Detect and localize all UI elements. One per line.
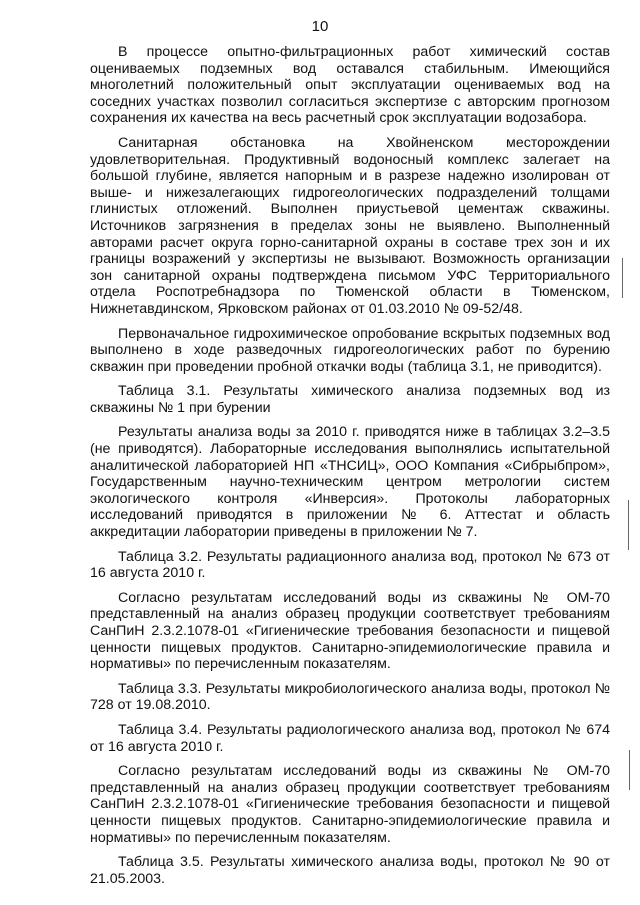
table-caption-3-5: Таблица 3.5. Результаты химического анализа воды, протокол № 90 от 21.05.2003. [90,854,610,887]
document-body [90,44,610,895]
paragraph-analysis-results: Результаты анализа воды за 2010 г. приводятся ниже в таблицах 3.2–3.5 (не приводятся). Лабораторные исследования выполнялись испытательной аналитической лабораторией НП «ТНСИЦ», ООО Компания «Сибрыбпром», Государственным научно-техническим центром метрологии систем экологического контроля «Инверсия». Протоколы лабораторных исследований приводятся в приложении № 6. Аттестат и область аккредитации лаборатории приведены в приложении № 7. [90,424,610,541]
paragraph-conformity-1: Согласно результатам исследований воды из скважины № ОМ-70 представленный на анализ образец продукции соответствует требованиям СанПиН 2.3.2.1078-01 «Гигиенические требования безопасности и пищевой ценности пищевых продуктов. Санитарно-эпидемиологические правила и нормативы» по перечисленным показателям. [90,589,610,673]
page-number: 10 [311,18,329,35]
margin-mark [628,500,629,550]
paragraph-initial-sampling: Первоначальное гидрохимическое опробование вскрытых подземных вод выполнено в ходе разведочных гидрогеологических работ по бурению скважин при проведении пробной откачки воды (таблица 3.1, не приводится). [90,325,610,375]
margin-mark [629,750,630,790]
paragraph-conformity-2: Согласно результатам исследований воды из скважины № ОМ-70 представленный на анализ образец продукции соответствует требованиям СанПиН 2.3.2.1078-01 «Гигиенические требования безопасности и пищевой ценности пищевых продуктов. Санитарно-эпидемиологические правила и нормативы» по перечисленным показателям. [90,763,610,846]
table-caption-3-2: Таблица 3.2. Результаты радиационного анализа вод, протокол № 673 от 16 августа 2010 г. [90,548,610,582]
paragraph-sanitary-situation: Санитарная обстановка на Хвойненском месторождении удовлетворительная. Продуктивный водоносный комплекс залегает на большой глубине, является напорным и в разрезе надежно изолирован от выше- и нижезалегающих гидрогеологических подразделений толщами глинистых отложений. Выполнен приустьевой цементаж скважины. Источников загрязнения в пределах зоны не выявлено. Выполненный авторами расчет округа горно-санитарной охраны в составе трех зон и их границы возражений у экспертизы не вызывают. Возможность организации зон санитарной охраны подтверждена письмом УФС Территориального отдела Роспотребнадзора по Тюменской области в Тюменском, Нижнетавдинском, Ярковском районах от 01.03.2010 № 09-52/48. [90,134,610,317]
margin-mark [622,258,623,298]
paragraph-chemical-stability: В процессе опытно-фильтрационных работ химический состав оцениваемых подземных вод оставался стабильным. Имеющийся многолетний положительный опыт эксплуатации оцениваемых вод на соседних участках позволил согласиться экспертизе с авторским прогнозом сохранения их качества на весь расчетный срок эксплуатации водозабора. [90,44,610,127]
table-caption-3-1: Таблица 3.1. Результаты химического анализа подземных вод из скважины № 1 при бурении [90,383,610,416]
table-caption-3-3: Таблица 3.3. Результаты микробиологического анализа воды, протокол № 728 от 19.08.2010. [90,680,610,714]
table-caption-3-4: Таблица 3.4. Результаты радиологического анализа вод, протокол № 674 от 16 августа 2010 г. [90,721,610,755]
